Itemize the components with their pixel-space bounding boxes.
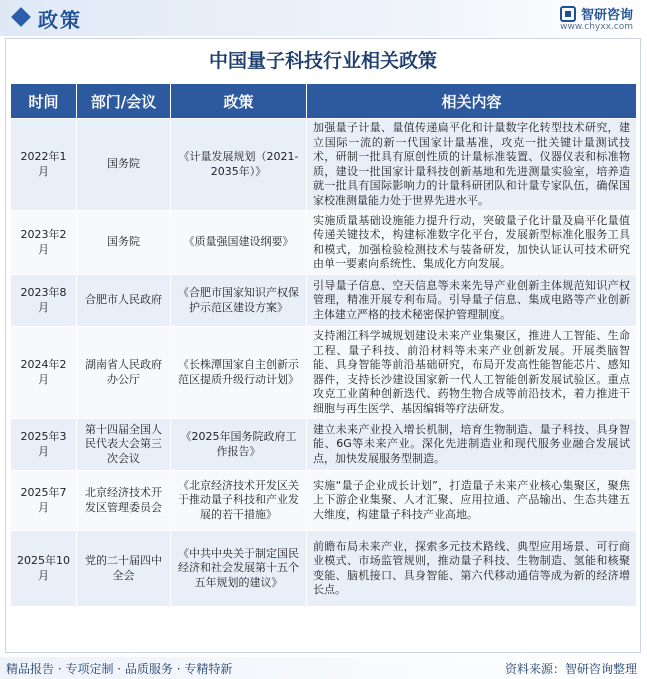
table-title: 中国量子科技行业相关政策 [208,50,437,72]
brand-logo-icon [560,6,576,22]
cell-content: 加强量子计量、量值传递扁平化和计量数字化转型技术研究，建立国际一流的新一代国家计量基准，攻克一批关键计量测试技术，研制一批具有原创性质的计量标准装置、仪器仪表和标准物质，建设一批国家计量科技创新基地和先进测量实验室，培养造就一批具有国际影响力的计量科研团队和计量专家队伍，确保国家校准测量能力处于世界先进水平。 [307,119,637,211]
table-row [11,119,637,211]
cell-dept: 湖南省人民政府办公厅 [77,327,171,419]
cell-dept: 合肥市人民政府 [77,275,171,327]
table-row [11,419,637,471]
header-bar [0,0,647,36]
table-row [11,211,637,275]
brand-url: www.chyxx.com [560,22,633,32]
cell-dept: 党的二十届四中全会 [77,531,171,607]
cell-time: 2023年2月 [11,211,77,275]
footer-tagline: 精品报告 · 专项定制 · 品质服务 · 专精特新 [6,662,233,676]
column-header-policy: 政策 [171,84,307,119]
cell-dept: 国务院 [77,119,171,211]
cell-dept: 北京经济技术开发区管理委员会 [77,471,171,531]
cell-dept: 国务院 [77,211,171,275]
policy-table [10,83,637,607]
table-header-row [11,84,637,119]
cell-policy: 《中共中央关于制定国民经济和社会发展第十五个五年规划的建议》 [171,531,307,607]
cell-policy: 《质量强国建设纲要》 [171,211,307,275]
table-row [11,471,637,531]
cell-time: 2025年7月 [11,471,77,531]
cell-time: 2025年3月 [11,419,77,471]
footer-bar [0,657,647,679]
cell-content: 引导量子信息、空天信息等未来先导产业创新主体规范知识产权管理，精准开展专利布局。引导量子信息、集成电路等产业创新主体建立严格的技术秘密保护管理制度。 [307,275,637,327]
policy-table-panel [5,38,641,653]
cell-content: 前瞻布局未来产业，探索多元技术路线、典型应用场景、可行商业模式、市场监管规则，推动量子科技、生物制造、氢能和核聚变能、脑机接口、具身智能、第六代移动通信等成为新的经济增长点。 [307,531,637,607]
column-header-time: 时间 [11,84,77,119]
brand [560,4,633,23]
table-row [11,275,637,327]
cell-content: 支持湘江科学城规划建设未来产业集聚区，推进人工智能、生命工程、量子科技、前沿材料等未来产业创新发展。开展类脑智能、具身智能等前沿基础研究，布局开发高性能智能芯片、感知器件，支持长沙建设国家新一代人工智能创新发展试验区。重点攻克工业菌种创新迭代、药物生物合成等前沿技术，着力推进干细胞与再生医学、基因编辑等疗法研发。 [307,327,637,419]
column-header-content: 相关内容 [307,84,637,119]
page-title: 政策 [38,8,82,32]
cell-policy: 《计量发展规划（2021-2035年）》 [171,119,307,211]
cell-time: 2022年1月 [11,119,77,211]
cell-content: 建立未来产业投入增长机制，培育生物制造、量子科技、具身智能、6G等未来产业。深化先进制造业和现代服务业融合发展试点，加快发展服务型制造。 [307,419,637,471]
brand-name: 智研咨询 [580,8,633,23]
cell-time: 2023年8月 [11,275,77,327]
footer-source: 资料来源：智研咨询整理 [504,662,637,676]
cell-content: 实施质量基础设施能力提升行动，突破量子化计量及扁平化量值传递关键技术，构建标准数字化平台，发展新型标准化服务工具和模式，加强检验检测技术与装备研发，加快认证认可技术研究由单一要素向系统性、集成化方向发展。 [307,211,637,275]
table-row [11,531,637,607]
table-row [11,327,637,419]
cell-time: 2024年2月 [11,327,77,419]
header-diamond-icon [11,7,31,27]
cell-policy: 《合肥市国家知识产权保护示范区建设方案》 [171,275,307,327]
cell-policy: 《长株潭国家自主创新示范区提质升级行动计划》 [171,327,307,419]
cell-policy: 《北京经济技术开发区关于推动量子科技和产业发展的若干措施》 [171,471,307,531]
cell-time: 2025年10月 [11,531,77,607]
cell-dept: 第十四届全国人民代表大会第三次会议 [77,419,171,471]
column-header-dept: 部门/会议 [77,84,171,119]
cell-content: 实施“量子企业成长计划”，打造量子未来产业核心集聚区，聚焦上下游企业集聚、人才汇聚、应用拉通、产品输出、生态共建五大维度，构建量子科技产业高地。 [307,471,637,531]
cell-policy: 《2025年国务院政府工作报告》 [171,419,307,471]
